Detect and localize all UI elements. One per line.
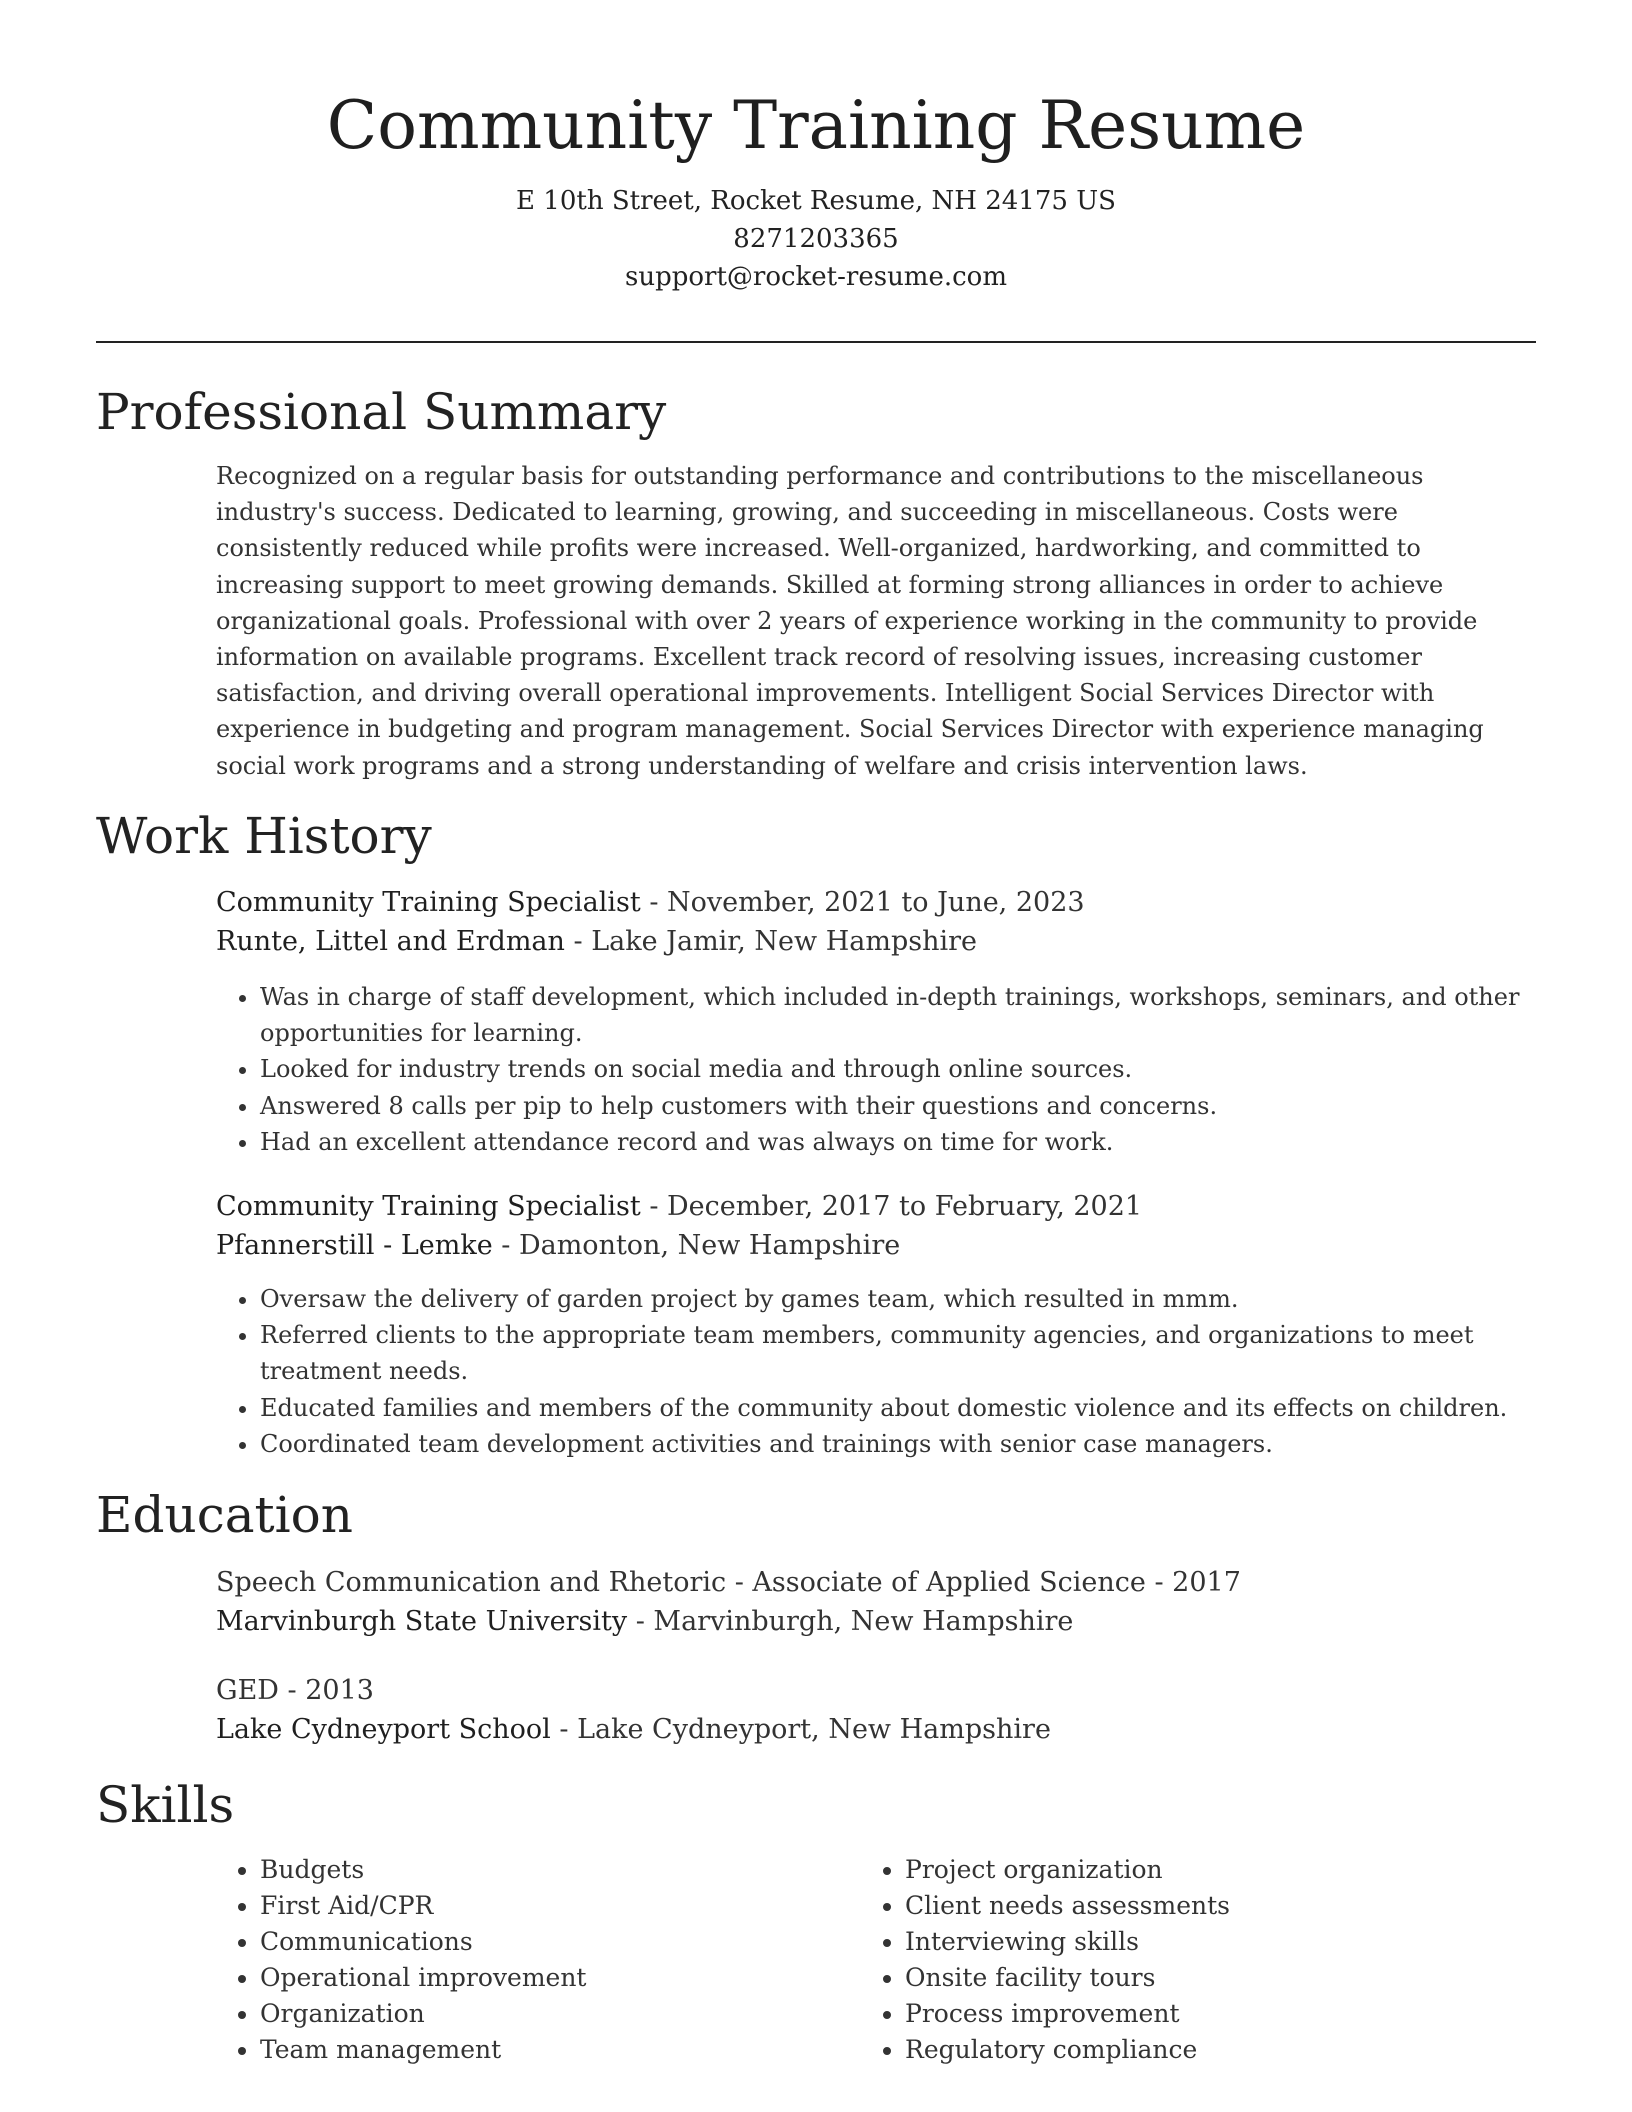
contact-email: support@rocket-resume.com xyxy=(624,262,1007,292)
contact-block xyxy=(0,182,1632,296)
skill-item: • Project organization xyxy=(905,1852,1230,1888)
skill-item: • Process improvement xyxy=(905,1996,1230,2032)
job-bullet: • Educated families and members of the community about domestic violence and its effects on children. xyxy=(260,1390,1536,1426)
skill-item: • Regulatory compliance xyxy=(905,2032,1230,2068)
job-title-line xyxy=(216,883,1536,922)
skill-item: • Onsite facility tours xyxy=(905,1960,1230,1996)
education-school: Marvinburgh State University xyxy=(216,1606,628,1637)
job-location: - Damonton, New Hampshire xyxy=(492,1230,901,1261)
job-title: Community Training Specialist xyxy=(216,1191,641,1222)
skill-item: • Interviewing skills xyxy=(905,1924,1230,1960)
skill-item: • Communications xyxy=(260,1924,586,1960)
job-bullet: • Answered 8 calls per pip to help customers with their questions and concerns. xyxy=(260,1088,1536,1124)
header-divider xyxy=(96,341,1536,343)
skills-column-right xyxy=(861,1852,1230,2068)
skill-item: • Team management xyxy=(260,2032,586,2068)
job-title: Community Training Specialist xyxy=(216,887,641,918)
skill-item: • Operational improvement xyxy=(260,1960,586,1996)
contact-phone: 8271203365 xyxy=(733,224,899,254)
work-history-heading: Work History xyxy=(96,807,432,865)
education-entry xyxy=(216,1563,1536,1641)
job-company-line xyxy=(216,1226,1536,1265)
education-school-line xyxy=(216,1710,1536,1749)
job-dates: - November, 2021 to June, 2023 xyxy=(640,887,1085,918)
summary-text: Recognized on a regular basis for outstanding performance and contributions to the miscellaneous industry's success. Dedicated to learning, growing, and succeeding in miscellaneous. Costs were consistently reduced while profits were increased. Well-organized, hardworking, and committed to increasing support to meet growing demands. Skilled at forming strong alliances in order to achieve organizational goals. Professional with over 2 years of experience working in the community to provide information on available programs. Excellent track record of resolving issues, increasing customer satisfaction, and driving overall operational improvements. Intelligent Social Services Director with experience in budgeting and program management. Social Services Director with experience managing social work programs and a strong understanding of welfare and crisis intervention laws. xyxy=(216,462,1484,780)
job-dates: - December, 2017 to February, 2021 xyxy=(640,1191,1143,1222)
skills-column-left xyxy=(216,1852,586,2068)
education-location: - Lake Cydneyport, New Hampshire xyxy=(550,1714,1051,1745)
skill-item: • First Aid/CPR xyxy=(260,1888,586,1924)
education-school: Lake Cydneyport School xyxy=(216,1714,551,1745)
education-location: - Marvinburgh, New Hampshire xyxy=(627,1606,1074,1637)
job-bullets xyxy=(216,979,1536,1160)
skills-list xyxy=(216,1852,586,2068)
education-degree: Speech Communication and Rhetoric - Associate of Applied Science - 2017 xyxy=(216,1567,1241,1598)
skill-item: • Client needs assessments xyxy=(905,1888,1230,1924)
job-location: - Lake Jamir, New Hampshire xyxy=(564,926,977,957)
job-entry xyxy=(216,883,1536,1160)
job-bullets xyxy=(216,1281,1536,1462)
summary-heading: Professional Summary xyxy=(96,383,667,441)
contact-address: E 10th Street, Rocket Resume, NH 24175 US xyxy=(516,186,1116,216)
job-company: Runte, Littel and Erdman xyxy=(216,926,565,957)
job-bullet: • Looked for industry trends on social media and through online sources. xyxy=(260,1051,1536,1087)
resume-title: Community Training Resume xyxy=(326,87,1306,164)
job-company: Pfannerstill - Lemke xyxy=(216,1230,493,1261)
job-bullet: • Was in charge of staff development, which included in-depth trainings, workshops, seminars, and other opportunities for learning. xyxy=(260,979,1536,1051)
job-company-line xyxy=(216,922,1536,961)
education-heading: Education xyxy=(96,1486,353,1544)
skill-item: • Organization xyxy=(260,1996,586,2032)
job-title-line xyxy=(216,1187,1536,1226)
job-entry xyxy=(216,1187,1536,1462)
education-entry xyxy=(216,1671,1536,1749)
summary-section xyxy=(216,458,1536,784)
job-bullet: • Had an excellent attendance record and was always on time for work. xyxy=(260,1124,1536,1160)
education-school-line xyxy=(216,1602,1536,1641)
job-bullet: • Referred clients to the appropriate team members, community agencies, and organizations to meet treatment needs. xyxy=(260,1317,1536,1389)
skill-item: • Budgets xyxy=(260,1852,586,1888)
skills-list xyxy=(861,1852,1230,2068)
resume-header xyxy=(0,82,1632,296)
job-bullet: • Coordinated team development activities and trainings with senior case managers. xyxy=(260,1426,1536,1462)
education-degree: GED - 2013 xyxy=(216,1675,374,1706)
skills-heading: Skills xyxy=(96,1776,235,1834)
skills-section xyxy=(216,1852,1536,2072)
job-bullet: • Oversaw the delivery of garden project by games team, which resulted in mmm. xyxy=(260,1281,1536,1317)
